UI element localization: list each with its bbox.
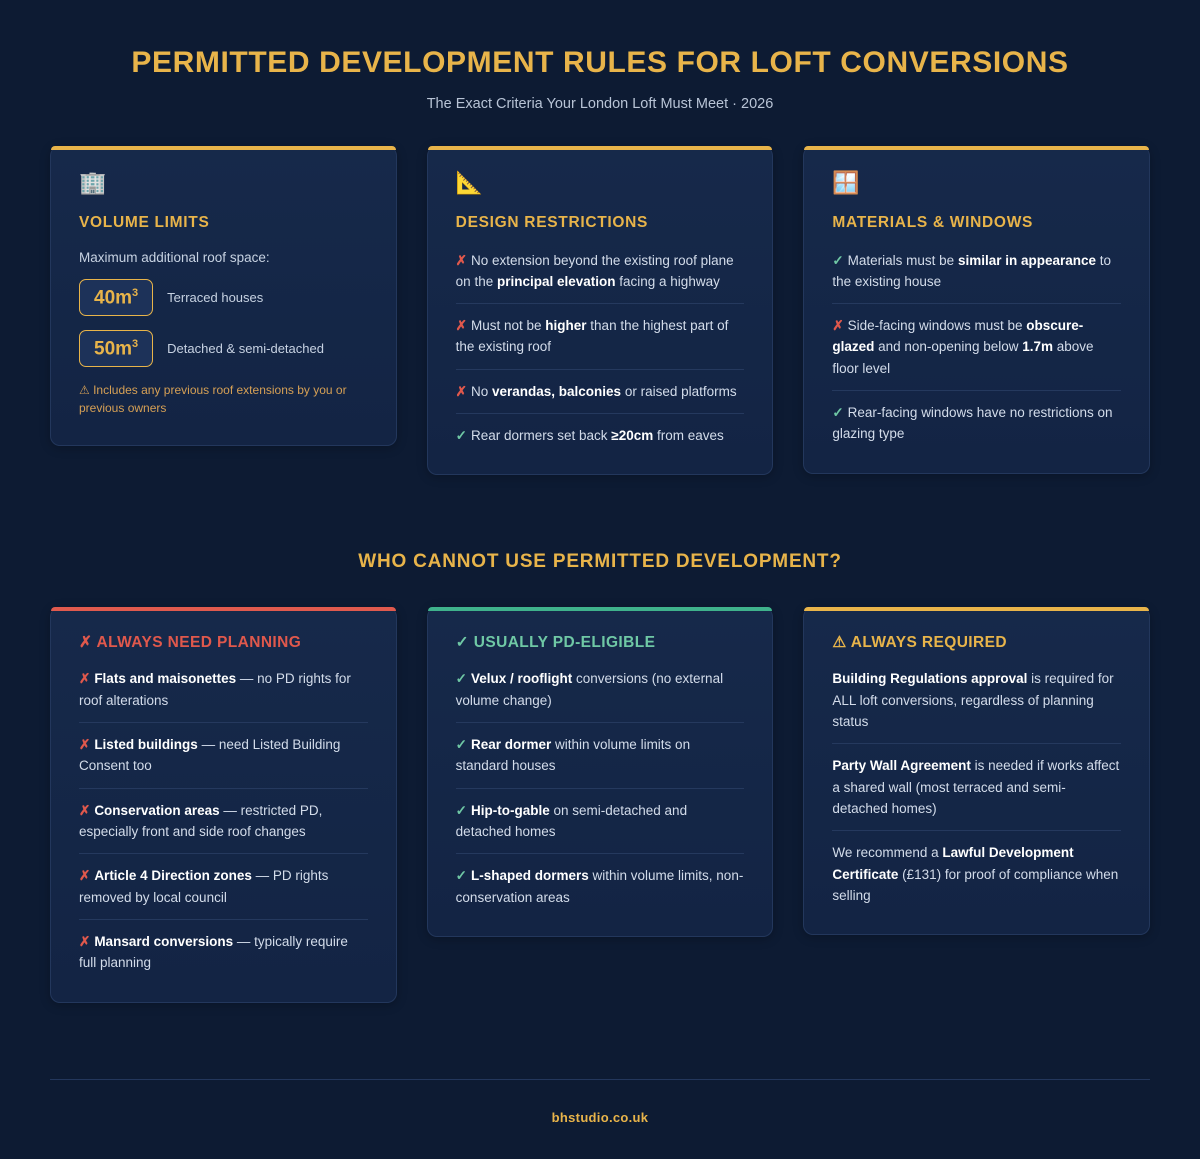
list-item xyxy=(456,723,745,789)
list-item xyxy=(832,668,1121,744)
volume-label: Detached & semi-detached xyxy=(167,340,324,356)
cross-icon: ✗ xyxy=(832,318,844,334)
list-item xyxy=(456,250,745,305)
list-item xyxy=(79,920,368,974)
list-item xyxy=(456,370,745,414)
cross-icon: ✗ xyxy=(455,318,467,334)
check-icon: ✓ xyxy=(832,252,844,268)
card-title: VOLUME LIMITS xyxy=(79,213,210,231)
eligibility-card xyxy=(427,607,774,937)
card-list xyxy=(456,250,745,447)
cross-icon: ✗ xyxy=(455,383,467,399)
volume-badge: $50m^3$ xyxy=(79,330,153,367)
rules-card xyxy=(50,146,397,447)
list-item xyxy=(832,304,1121,391)
list-item-text: Article 4 Direction zones — PD rights removed by local council xyxy=(79,868,329,905)
check-icon: ✓ xyxy=(832,405,844,421)
list-item-text: No verandas, balconies or raised platforms xyxy=(470,383,737,399)
list-item xyxy=(456,304,745,370)
list-item-text: Hip-to-gable on semi-detached and detached homes xyxy=(455,802,688,840)
list-item-text: Side-facing windows must be obscure-glazed and non-opening below 1.7m above floor level xyxy=(832,318,1094,376)
check-icon: ✓ xyxy=(455,802,467,818)
eligibility-card xyxy=(50,607,397,1002)
list-item xyxy=(79,854,368,920)
eligibility-list xyxy=(79,668,368,973)
card-title: ⚠ ALWAYS REQUIRED xyxy=(832,634,1007,652)
list-item-text: Rear-facing windows have no restrictions on glazing type xyxy=(832,405,1113,442)
cross-icon: ✗ xyxy=(79,737,91,753)
cross-icon: ✗ xyxy=(455,252,467,268)
rules-card xyxy=(427,146,774,476)
card-lead-text: Maximum additional roof space: xyxy=(79,249,270,265)
cross-icon: ✗ xyxy=(79,868,91,884)
ruler-icon: 📐 xyxy=(455,169,484,195)
card-title: ✗ ALWAYS NEED PLANNING xyxy=(79,634,302,652)
list-item xyxy=(79,668,368,723)
page-title: PERMITTED DEVELOPMENT RULES FOR LOFT CONVERSIONS xyxy=(131,46,1069,79)
window-icon: 🪟 xyxy=(832,169,860,195)
section-title: WHO CANNOT USE PERMITTED DEVELOPMENT? xyxy=(358,551,842,573)
footer-divider xyxy=(50,1079,1150,1080)
list-item xyxy=(832,250,1121,305)
card-list xyxy=(832,250,1121,445)
page-subtitle: The Exact Criteria Your London Loft Must Meet · 2026 xyxy=(426,95,774,112)
check-icon: ✓ xyxy=(455,737,467,753)
list-item-text: Velux / rooflight conversions (no external volume change) xyxy=(455,671,724,708)
list-item-text: Listed buildings — need Listed Building Consent too xyxy=(79,737,341,774)
list-item xyxy=(832,831,1121,906)
card-note: ⚠ Includes any previous roof extensions by you or previous owners xyxy=(79,383,347,416)
list-item-text: Materials must be similar in appearance to the existing house xyxy=(832,252,1112,289)
list-item xyxy=(79,723,368,789)
list-item-text: Party Wall Agreement is needed if works affect a shared wall (most terraced and semi-detached homes) xyxy=(832,758,1120,817)
eligibility-card xyxy=(803,607,1150,935)
volume-row xyxy=(79,279,368,316)
eligibility-list xyxy=(832,668,1121,906)
list-item-text: L-shaped dormers within volume limits, non-conservation areas xyxy=(455,868,744,905)
eligibility-list xyxy=(456,668,745,908)
list-item-text: Rear dormers set back ≥20cm from eaves xyxy=(470,428,724,444)
list-item-text: Flats and maisonettes — no PD rights for roof alterations xyxy=(79,671,351,708)
list-item-text: Building Regulations approval is required for ALL loft conversions, regardless of planning status xyxy=(832,671,1114,730)
list-item xyxy=(832,391,1121,445)
list-item xyxy=(79,789,368,855)
check-icon: ✓ xyxy=(455,428,467,444)
cross-icon: ✗ xyxy=(79,671,91,687)
card-title: MATERIALS & WINDOWS xyxy=(832,213,1034,231)
page-footer xyxy=(0,1057,1200,1155)
volume-badge: $40m^3$ xyxy=(79,279,153,316)
list-item-text: Mansard conversions — typically require full planning xyxy=(79,934,348,971)
list-item-text: No extension beyond the existing roof plane on the principal elevation facing a highway xyxy=(455,252,734,289)
list-item-text: Must not be higher than the highest part of the existing roof xyxy=(455,318,729,355)
eligibility-card-grid xyxy=(0,607,1200,1002)
card-title: DESIGN RESTRICTIONS xyxy=(455,213,649,231)
check-icon: ✓ xyxy=(455,671,467,687)
building-icon: 🏢 xyxy=(79,169,107,195)
list-item xyxy=(832,744,1121,831)
list-item-text: We recommend a Lawful Development Certificate (£131) for proof of compliance when selling xyxy=(832,845,1119,904)
rules-card-grid xyxy=(0,146,1200,476)
page-header xyxy=(0,0,1200,112)
volume-row xyxy=(79,330,368,367)
check-icon: ✓ xyxy=(455,868,467,884)
list-item-text: Rear dormer within volume limits on standard houses xyxy=(455,737,691,774)
footer-website: bhstudio.co.uk xyxy=(551,1109,649,1125)
rules-card xyxy=(803,146,1150,474)
list-item xyxy=(456,668,745,723)
volume-label: Terraced houses xyxy=(167,289,264,305)
list-item xyxy=(456,414,745,446)
cross-icon: ✗ xyxy=(79,934,91,950)
list-item xyxy=(456,789,745,855)
list-item-text: Conservation areas — restricted PD, especially front and side roof changes xyxy=(79,802,323,840)
list-item xyxy=(456,854,745,908)
card-title: ✓ USUALLY PD-ELIGIBLE xyxy=(455,634,656,652)
cross-icon: ✗ xyxy=(79,802,91,818)
